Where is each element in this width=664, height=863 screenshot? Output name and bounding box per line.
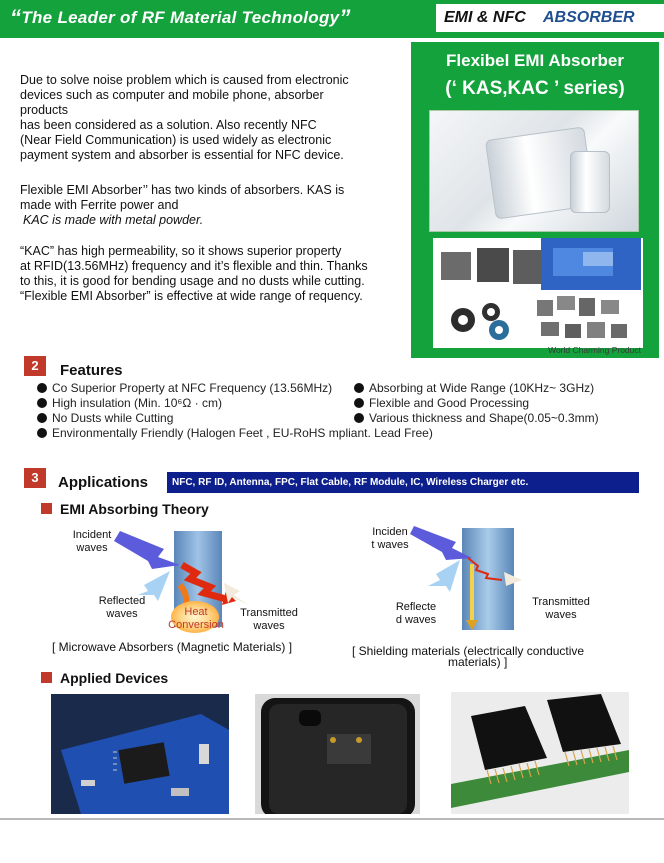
applied-devices-heading xyxy=(41,670,168,686)
intro-line: at RFID(13.56MHz) frequency and it’s flexible and thin. Thanks xyxy=(20,259,368,273)
features-section-number: 2 xyxy=(24,356,46,376)
microwave-absorbers-caption: [ Microwave Absorbers (Magnetic Materials) ] xyxy=(52,640,293,654)
feature-text: Environmentally Friendly (Halogen Feet , EU-RoHS mpliant. Lead Free) xyxy=(52,426,433,440)
feature-item xyxy=(354,411,599,425)
bullet-icon xyxy=(354,413,364,423)
intro-line: KAC is made with metal powder. xyxy=(23,213,204,227)
incident-arrow-icon xyxy=(114,531,180,569)
red-square-icon xyxy=(41,672,52,683)
red-square-icon xyxy=(41,503,52,514)
phone-cover-image xyxy=(255,694,420,814)
header-bar xyxy=(0,0,664,38)
ferrite-products-image xyxy=(433,238,643,348)
feature-item xyxy=(37,396,222,410)
feature-item xyxy=(37,411,173,425)
header-title xyxy=(10,5,351,31)
bullet-icon xyxy=(37,383,47,393)
bullet-icon xyxy=(354,383,364,393)
applications-heading: Applications xyxy=(58,474,149,491)
feature-text: Co Superior Property at NFC Frequency (13.56MHz) xyxy=(52,381,333,395)
applied-devices-title: Applied Devices xyxy=(60,670,169,686)
product-title-1: Flexibel EMI Absorber xyxy=(446,51,624,70)
transmitted-waves-label: Transmitted waves xyxy=(532,596,590,621)
applications-banner: NFC, RF ID, Antenna, FPC, Flat Cable, RF Module, IC, Wireless Charger etc. xyxy=(167,472,639,493)
intro-line: payment system and absorber is essential for NFC device. xyxy=(20,148,344,162)
absorber-label: ABSORBER xyxy=(543,9,635,26)
ic-package-photo xyxy=(51,694,229,814)
applications-section-number: 3 xyxy=(24,468,46,488)
emi-theory-title: EMI Absorbing Theory xyxy=(60,501,209,517)
film-roll-image xyxy=(570,151,610,213)
feature-text: Flexible and Good Processing xyxy=(369,396,530,410)
header-title-text: The Leader of RF Material Technology xyxy=(21,8,340,27)
feature-text: Absorbing at Wide Range (10KHz~ 3GHz) xyxy=(369,381,595,395)
incident-waves-label: Inciden t waves xyxy=(371,526,409,551)
product-box xyxy=(411,42,659,358)
open-quote: “ xyxy=(10,5,22,30)
ferrite-products-photo xyxy=(433,238,643,348)
feature-item xyxy=(37,426,433,440)
absorber-roll-photo xyxy=(429,110,639,232)
bullet-icon xyxy=(37,398,47,408)
heat-conversion-label: Heat Conversion xyxy=(168,606,224,631)
reflected-waves-label: Reflected waves xyxy=(98,595,146,620)
product-title-2: (‘ KAS,KAC ’ series) xyxy=(445,78,625,99)
intro-line: devices such as computer and mobile phone, absorber xyxy=(20,88,324,102)
emi-theory-heading xyxy=(41,501,209,517)
fpc-cable-photo xyxy=(451,692,629,814)
feature-text: Various thickness and Shape(0.05~0.3mm) xyxy=(369,411,599,425)
intro-line: products xyxy=(20,103,68,117)
transmitted-waves-label: Transmitted waves xyxy=(240,607,298,632)
intro-paragraph-3 xyxy=(20,244,405,304)
incident-waves-label: Incident waves xyxy=(72,529,112,554)
bullet-icon xyxy=(37,428,47,438)
close-quote: ” xyxy=(339,5,351,30)
phone-back-cover-photo xyxy=(255,694,420,814)
fpc-cable-image xyxy=(451,692,629,814)
bullet-icon xyxy=(354,398,364,408)
shielding-caption-line-1: [ Shielding materials (electrically conductive xyxy=(352,644,585,658)
intro-line: Flexible EMI Absorber’’ has two kinds of absorbers. KAS is xyxy=(20,183,345,197)
intro-line: made with Ferrite power and xyxy=(20,198,179,212)
bullet-icon xyxy=(37,413,47,423)
intro-line: (Near Field Communication) is used widely as electronic xyxy=(20,133,332,147)
reflected-arrow-icon xyxy=(428,560,460,592)
intro-line: Due to solve noise problem which is caused from electronic xyxy=(20,73,349,87)
circuit-board-image xyxy=(51,694,229,814)
feature-item xyxy=(354,381,594,395)
shielding-caption-line-2: materials) ] xyxy=(448,655,508,669)
intro-line: has been considered as a solution. Also recently NFC xyxy=(20,118,317,132)
world-charming-product-label: World Charming Product xyxy=(548,345,641,355)
feature-text: High insulation (Min. 10⁶Ω · cm) xyxy=(52,396,222,410)
intro-line: “Flexible EMI Absorber” is effective at wide range of requency. xyxy=(20,289,363,303)
intro-line: to this, it is good for bending usage and no dusts while cutting. xyxy=(20,274,365,288)
feature-text: No Dusts while Cutting xyxy=(52,411,174,425)
reflected-waves-label: Reflecte d waves xyxy=(395,601,437,626)
features-heading: Features xyxy=(60,362,123,379)
bottom-divider xyxy=(0,818,664,820)
header-right-panel xyxy=(436,4,664,32)
feature-item xyxy=(354,396,529,410)
feature-item xyxy=(37,381,332,395)
intro-paragraph-2 xyxy=(20,183,405,228)
intro-line: “KAC” has high permeability, so it shows superior property xyxy=(20,244,342,258)
intro-paragraph-1 xyxy=(20,73,405,163)
emi-nfc-label: EMI & NFC xyxy=(444,9,526,26)
